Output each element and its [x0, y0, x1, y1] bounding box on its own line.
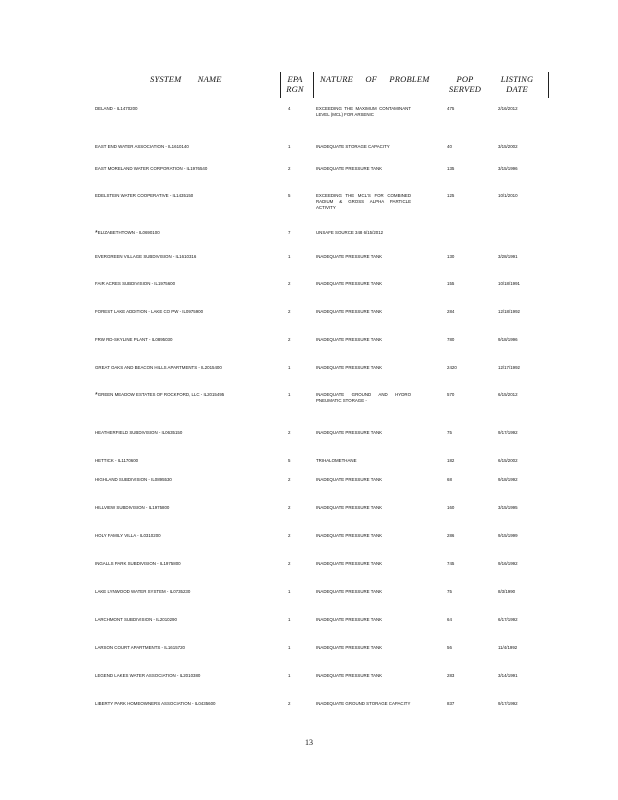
epa-rgn-cell: 2 [288, 337, 291, 342]
epa-rgn-cell: 2 [288, 281, 291, 286]
pop-served-cell: 135 [447, 166, 455, 171]
problem-cell: INADEQUATE PRESSURE TANK [316, 337, 383, 342]
epa-rgn-cell: 1 [288, 617, 291, 622]
epa-rgn-cell: 1 [288, 645, 291, 650]
system-name-cell: LAKE LYNWOOD WATER SYSTEM - IL0735230 [95, 589, 191, 594]
pop-served-cell: 745 [447, 561, 455, 566]
problem-cell: INADEQUATE PRESSURE TANK [316, 673, 383, 678]
system-name-cell: EAST END WATER ASSOCIATION - IL1610140 [95, 144, 189, 149]
listing-date-cell: 9/15/1999 [498, 533, 518, 538]
pop-served-cell: 56 [447, 645, 452, 650]
listing-date-cell: 9/16/1992 [498, 561, 518, 566]
listing-date-cell: 9/18/1992 [498, 477, 518, 482]
system-name-cell: HIGHLAND SUBDIVISION - IL0895530 [95, 477, 172, 482]
pop-served-cell: 130 [447, 254, 455, 259]
system-name-cell: DELAND - IL1470200 [95, 106, 138, 111]
epa-rgn-cell: 2 [288, 166, 291, 171]
epa-rgn-cell: 5 [288, 458, 291, 463]
header-system-name: SYSTEM NAME [150, 74, 222, 84]
epa-rgn-cell: 2 [288, 477, 291, 482]
system-name-cell: EVERGREEN VILLAGE SUBDIVISION - IL1610316 [95, 254, 197, 259]
header-epa-rgn [285, 74, 305, 94]
problem-cell: INADEQUATE PRESSURE TANK [316, 166, 383, 171]
problem-cell: INADEQUATE PRESSURE TANK [316, 254, 383, 259]
system-name-cell: HEATHERFIELD SUBDIVISION - IL0635150 [95, 430, 183, 435]
problem-cell: INADEQUATE STORAGE CAPACITY [316, 144, 390, 149]
header-listing-date [492, 74, 542, 94]
header-nature-of-problem: NATURE OF PROBLEM [320, 74, 430, 84]
header-pop-line2: SERVED [448, 84, 482, 94]
system-name-cell: EAST MORELAND WATER CORPORATION - IL1976540 [95, 166, 208, 171]
header-listing-line1: LISTING [500, 74, 534, 84]
epa-rgn-cell: 5 [288, 193, 291, 198]
problem-cell: EXCEEDING THE MAXIMUM CONTAMINANT LEVEL (MCL) FOR ARSENIC [316, 106, 411, 117]
pop-served-cell: 68 [447, 477, 452, 482]
problem-cell: TRIHALOMETHANE [316, 458, 357, 463]
system-name-cell: FRW RD-SKYLINE PLANT - IL0895030 [95, 337, 173, 342]
listing-date-cell: 10/1/2010 [498, 193, 518, 198]
listing-date-cell: 3/28/1991 [498, 254, 518, 259]
epa-rgn-cell: 2 [288, 505, 291, 510]
listing-date-cell: 3/15/2002 [498, 144, 518, 149]
new-listing-bullet: * [95, 392, 98, 399]
pop-served-cell: 155 [447, 281, 455, 286]
header-divider [548, 72, 549, 98]
listing-date-cell: 6/15/2002 [498, 458, 518, 463]
header-epa-line2: RGN [286, 84, 304, 94]
pop-served-cell: 125 [447, 193, 455, 198]
epa-rgn-cell: 1 [288, 144, 291, 149]
system-name-cell [95, 392, 270, 399]
epa-rgn-cell: 1 [288, 589, 291, 594]
epa-rgn-cell: 2 [288, 430, 291, 435]
pop-served-cell: 570 [447, 392, 455, 397]
header-listing-line2: DATE [506, 84, 528, 94]
listing-date-cell: 3/15/1996 [498, 166, 518, 171]
listing-date-cell: 12/18/1992 [498, 309, 520, 314]
system-name-cell: INGALLS PARK SUBDIVISION - IL1975800 [95, 561, 181, 566]
problem-cell: INADEQUATE PRESSURE TANK [316, 645, 383, 650]
page-number: 13 [305, 738, 313, 747]
problem-cell: INADEQUATE PRESSURE TANK [316, 533, 383, 538]
listing-date-cell: 9/18/1996 [498, 337, 518, 342]
system-name-cell: LARSON COURT APARTMENTS - IL1615720 [95, 645, 185, 650]
problem-cell: UNSAFE SOURCE 348 6/15/2012 [316, 230, 384, 235]
listing-date-cell: 3/14/1991 [498, 673, 518, 678]
listing-date-cell: 6/17/1992 [498, 617, 518, 622]
listing-date-cell: 11/4/1992 [498, 645, 518, 650]
system-name-cell: LEGEND LAKES WATER ASSOCIATION - IL2010380 [95, 673, 201, 678]
system-name-cell: LIBERTY PARK HOMEOWNERS ASSOCIATION - IL0435600 [95, 701, 216, 706]
problem-cell: INADEQUATE PRESSURE TANK [316, 561, 383, 566]
system-name-cell: HILLVIEW SUBDIVISION - IL1975800 [95, 505, 170, 510]
header-pop-line1: POP [456, 74, 474, 84]
system-name-cell [95, 230, 270, 237]
pop-served-cell: 837 [447, 701, 455, 706]
header-epa-line1: EPA [287, 74, 303, 84]
listing-date-cell: 2/16/2012 [498, 106, 518, 111]
problem-cell: INADEQUATE PRESSURE TANK [316, 281, 383, 286]
epa-rgn-cell: 2 [288, 309, 291, 314]
problem-cell: INADEQUATE PRESSURE TANK [316, 309, 383, 314]
epa-rgn-cell: 2 [288, 533, 291, 538]
epa-rgn-cell: 1 [288, 673, 291, 678]
pop-served-cell: 160 [447, 505, 455, 510]
problem-cell: INADEQUATE PRESSURE TANK [316, 477, 383, 482]
system-name-cell: HETTICK - IL1170600 [95, 458, 139, 463]
header-divider [280, 72, 281, 98]
epa-rgn-cell: 2 [288, 561, 291, 566]
pop-served-cell: 286 [447, 533, 455, 538]
epa-rgn-cell: 7 [288, 230, 291, 235]
header-pop-served [440, 74, 490, 94]
listing-date-cell: 10/18/1991 [498, 281, 520, 286]
new-listing-bullet: * [95, 230, 98, 237]
pop-served-cell: 2420 [447, 365, 457, 370]
problem-cell: INADEQUATE GROUND STORAGE CAPACITY [316, 701, 411, 706]
pop-served-cell: 780 [447, 337, 455, 342]
listing-date-cell: 9/17/1992 [498, 701, 518, 706]
problem-cell: INADEQUATE PRESSURE TANK [316, 365, 383, 370]
problem-cell: INADEQUATE PRESSURE TANK [316, 430, 383, 435]
listing-date-cell: 12/17/1992 [498, 365, 520, 370]
listing-date-cell: 8/3/1990 [498, 589, 516, 594]
problem-cell: INADEQUATE GROUND AND HYDRO PNEUMATIC STORAGE - [316, 392, 411, 403]
system-name-cell: HOLY FAMILY VILLA - IL0310200 [95, 533, 161, 538]
header-divider [313, 72, 314, 98]
pop-served-cell: 182 [447, 458, 455, 463]
epa-rgn-cell: 1 [288, 392, 291, 397]
pop-served-cell: 64 [447, 617, 452, 622]
pop-served-cell: 75 [447, 430, 452, 435]
epa-rgn-cell: 2 [288, 701, 291, 706]
listing-date-cell: 3/15/1995 [498, 505, 518, 510]
epa-rgn-cell: 1 [288, 365, 291, 370]
epa-rgn-cell: 4 [288, 106, 291, 111]
system-name-cell: GREAT OAKS AND BEACON HILLS APARTMENTS - IL2015400 [95, 365, 222, 370]
problem-cell: EXCEEDING THE MCL'S FOR COMBINED RADIUM & GROSS ALPHA PARTICLE ACTIVITY [316, 193, 411, 210]
system-name-cell: FAIR ACRES SUBDIVISION - IL1975600 [95, 281, 176, 286]
system-name-cell: EDELSTEIN WATER COOPERATIVE - IL1435150 [95, 193, 194, 198]
pop-served-cell: 284 [447, 309, 455, 314]
system-name-cell: FOREST LAKE ADDITION - LAKE CO PW - IL0975900 [95, 309, 204, 314]
pop-served-cell: 40 [447, 144, 452, 149]
pop-served-cell: 475 [447, 106, 455, 111]
pop-served-cell: 75 [447, 589, 452, 594]
listing-date-cell: 6/15/2012 [498, 392, 518, 397]
system-name-text: GREEN MEADOW ESTATES OF ROCKFORD, LLC - IL2015495 [97, 392, 225, 397]
epa-rgn-cell: 1 [288, 254, 291, 259]
system-name-text: ELIZABETHTOWN - IL0690100 [97, 230, 160, 235]
problem-cell: INADEQUATE PRESSURE TANK [316, 589, 383, 594]
problem-cell: INADEQUATE PRESSURE TANK [316, 505, 383, 510]
pop-served-cell: 283 [447, 673, 455, 678]
problem-cell: INADEQUATE PRESSURE TANK [316, 617, 383, 622]
system-name-cell: LARCHMONT SUBDIVISION - IL2010290 [95, 617, 177, 622]
listing-date-cell: 9/17/1992 [498, 430, 518, 435]
table-header [80, 72, 550, 98]
